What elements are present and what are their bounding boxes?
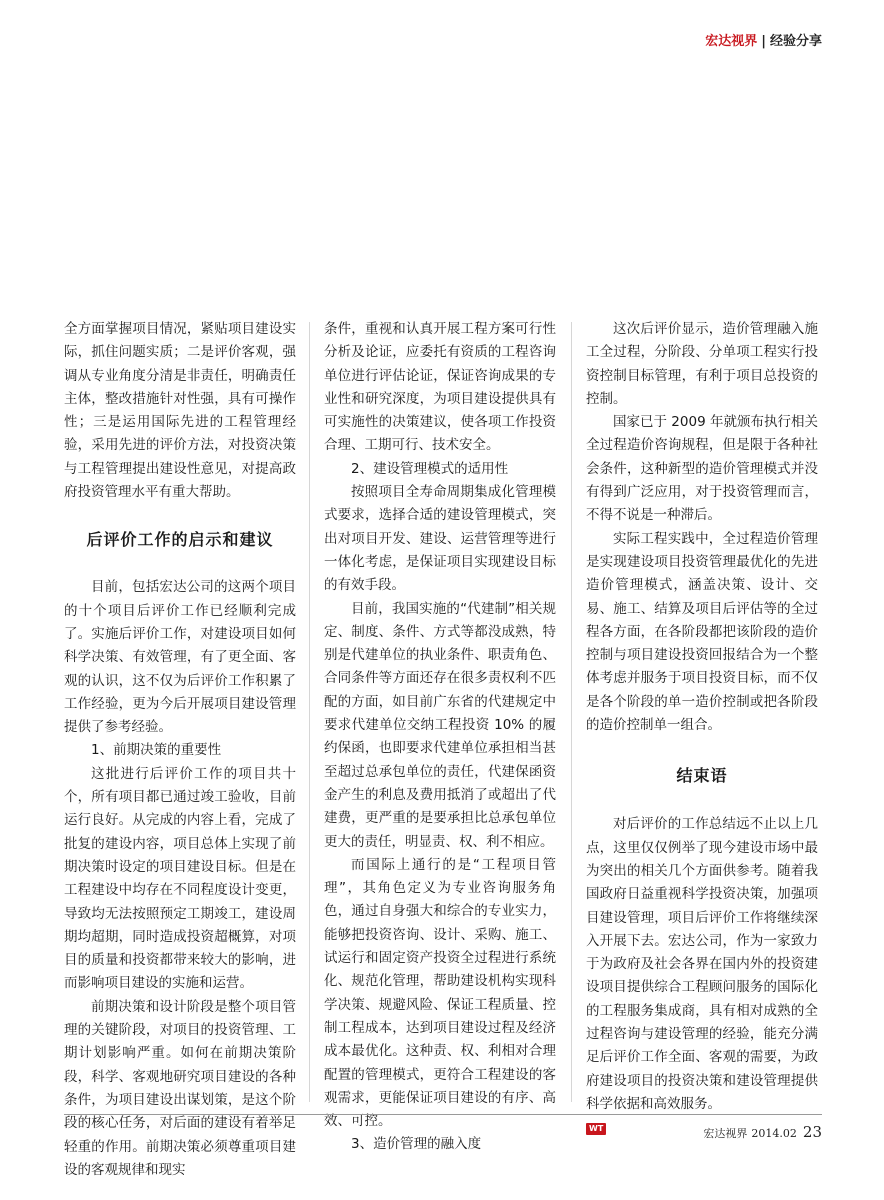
- paragraph: 而国际上通行的是“工程项目管理”，其角色定义为专业咨询服务角色，通过自身强大和综合的专业实力，能够把投资咨询、设计、采购、施工、试运行和固定资产投资全过程进行系统化、规范化管理，帮助建设机构实现科学决策、规避风险、保证工程质量、控制工程成本，达到项目建设过程及经济成本最优化。这种责、权、利相对合理配置的管理模式，更符合工程建设的客观需求，更能保证项目建设的有序、高效、可控。: [324, 856, 556, 1130]
- footer-divider: [64, 1114, 822, 1115]
- paragraph: 条件，重视和认真开展工程方案可行性分析及论证，应委托有资质的工程咨询单位进行评估论证，保证咨询成果的专业性和研究深度，为项目建设提供具有可实施性的决策建议，使各项工作投资合理、工期可行、技术安全。: [324, 321, 556, 454]
- end-mark-icon: WT: [586, 1123, 606, 1135]
- magazine-brand: 宏达视界: [705, 34, 758, 49]
- paragraph: 目前，我国实施的“代建制”相关规定、制度、条件、方式等都没成熟，特别是代建单位的执业条件、职责角色、合同条件等方面还存在很多责权利不匹配的方面，如目前广东省的代建规定中要求代建单位交纳工程投资 10% 的履约保函，也即要求代建单位承担相当甚至超过总承包单位的责任，代建保函资金产生的利息及费用抵消了或超出了代建费，更严重的是要承担比总承包单位更大的责任，明显责、权、利不相应。: [324, 600, 556, 850]
- paragraph: 全方面掌握项目情况，紧贴项目建设实际，抓住问题实质；二是评价客观，强调从专业角度分清是非责任，明确责任主体，整改措施针对性强，具有可操作性；三是运用国际先进的工程管理经验，采用先进的评价方法，对投资决策与工程管理提出建设性意见，对提高政府投资管理水平有重大帮助。: [64, 321, 296, 501]
- page-number: 23: [802, 1123, 822, 1141]
- section-heading-insights: 后评价工作的启示和建议: [86, 530, 274, 550]
- paragraph: 国家已于 2009 年就颁布执行相关全过程造价咨询规程，但是限于各种社会条件，这种新型的造价管理模式并没有得到广泛应用，对于投资管理而言，不得不说是一种滞后。: [586, 414, 818, 524]
- subheading-early-decision: 1、前期决策的重要性: [91, 742, 222, 759]
- paragraph: 前期决策和设计阶段是整个项目管理的关键阶段，对项目的投资管理、工期计划影响严重。如何在前期决策阶段，科学、客观地研究项目建设的各种条件，为项目建设出谋划策，是这个阶段的核心任务，对后面的建设有着举足轻重的作用。前期决策必须尊重项目建设的客观规律和现实: [64, 998, 296, 1178]
- paragraph: 实际工程实践中，全过程造价管理是实现建设项目投资管理最优化的先进造价管理模式，涵盖决策、设计、交易、施工、结算及项目后评估等的全过程各方面，在各阶段都把该阶段的造价控制与项目建设投资回报结合为一个整体考虑并服务于项目投资目标，而不仅是各个阶段的单一造价控制或把各阶段的造价控制单一组合。: [586, 530, 818, 734]
- text-column-3: [586, 318, 818, 1140]
- subheading-cost-management: 3、造价管理的融入度: [351, 1136, 482, 1153]
- text-column-1: [64, 318, 296, 1182]
- paragraph: 目前，包括宏达公司的这两个项目的十个项目后评价工作已经顺利完成了。实施后评价工作，对建设项目如何科学决策、有效管理，有了更全面、客观的认识，这不仅为后评价工作积累了工作经验，更为今后开展项目建设管理提供了参考经验。: [64, 579, 296, 736]
- paragraph: 按照项目全寿命周期集成化管理模式要求，选择合适的建设管理模式，突出对项目开发、建设、运营管理等进行一体化考虑，是保证项目实现建设目标的有效手段。: [324, 484, 556, 594]
- footer-issue: 2014.02: [751, 1127, 797, 1140]
- column-divider: [571, 322, 572, 1102]
- footer-magazine-name: 宏达视界: [703, 1127, 748, 1140]
- page-footer: [703, 1122, 822, 1141]
- subheading-management-mode: 2、建设管理模式的适用性: [351, 460, 509, 477]
- paragraph: 这次后评价显示，造价管理融入施工全过程，分阶段、分单项工程实行投资控制目标管理，有利于项目总投资的控制。: [586, 321, 818, 407]
- section-name: 经验分享: [769, 34, 822, 49]
- paragraph: 对后评价的工作总结远不止以上几点，这里仅仅例举了现今建设市场中最为突出的相关几个方面供参考。随着我国政府日益重视科学投资决策，加强项目建设管理，项目后评价工作将继续深入开展下去。宏达公司，作为一家致力于为政府及社会各界在国内外的投资建设项目提供综合工程顾问服务的国际化的工程服务集成商，具有相对成熟的全过程咨询与建设管理的经验，能充分满足后评价工作全面、客观的需要，为政府建设项目的投资决策和建设管理提供科学依据和高效服务。: [586, 816, 818, 1112]
- text-column-2: [324, 318, 556, 1157]
- running-header: [705, 30, 822, 49]
- section-heading-conclusion: 结束语: [676, 766, 728, 786]
- column-divider: [309, 322, 310, 1102]
- header-separator: |: [761, 34, 766, 49]
- paragraph: 这批进行后评价工作的项目共十个，所有项目都已通过竣工验收，目前运行良好。从完成的内容上看，完成了批复的建设内容，项目总体上实现了前期决策时设定的项目建设目标。但是在工程建设中均存在不同程度设计变更，导致均无法按照预定工期竣工，建设周期均超期，同时造成投资超概算，对项目的质量和投资都带来较大的影响，进而影响项目建设的实施和运营。: [64, 765, 296, 992]
